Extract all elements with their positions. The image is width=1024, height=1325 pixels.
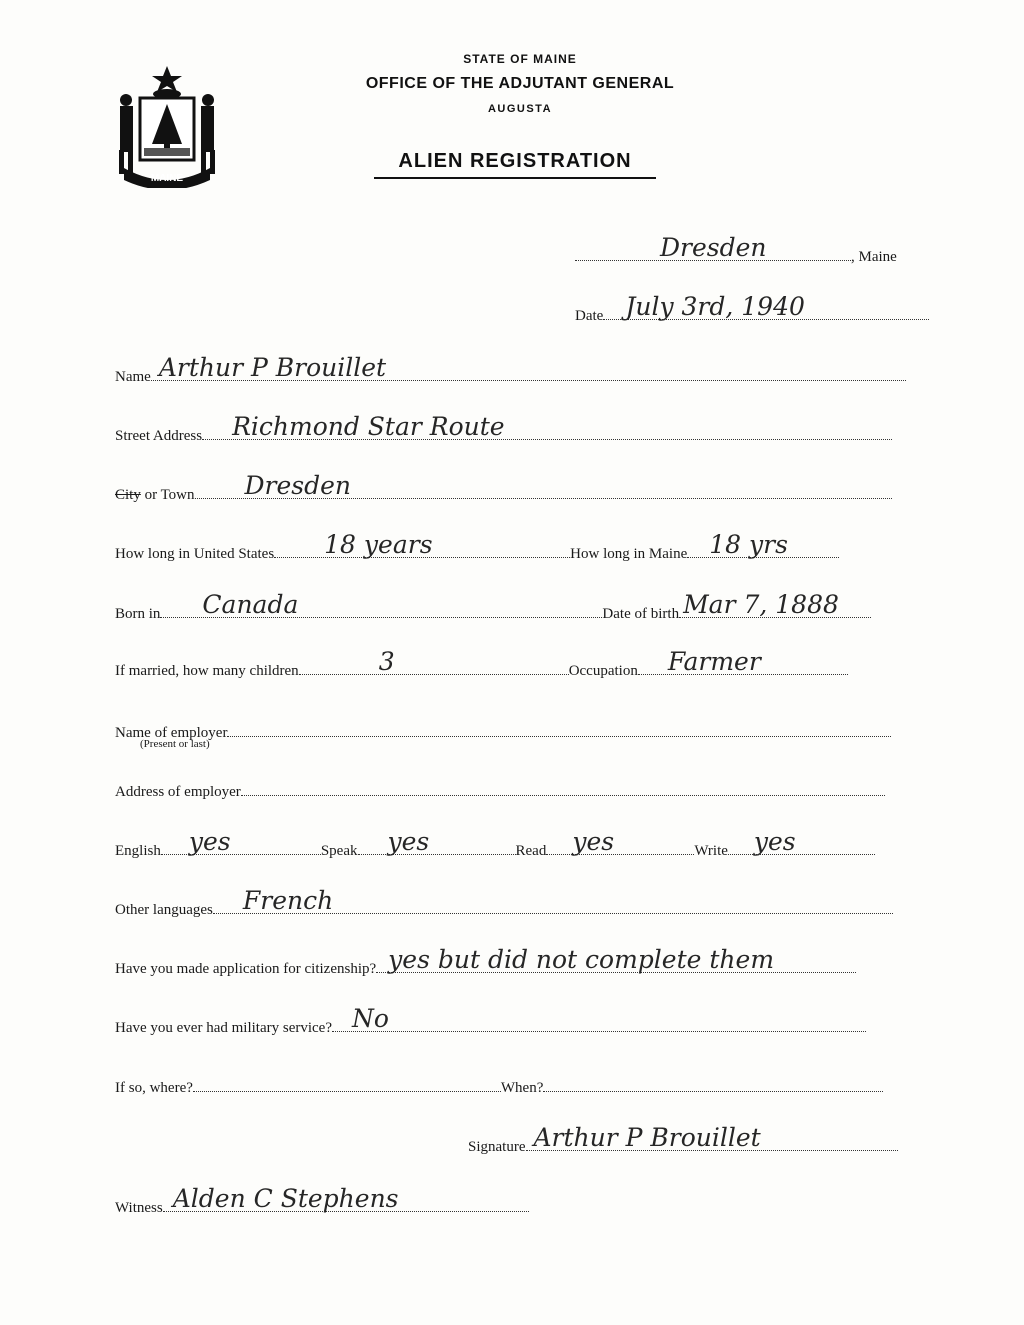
- occupation-value: Farmer: [667, 647, 761, 676]
- street-value: Richmond Star Route: [232, 412, 505, 441]
- dob-label: Date of birth: [602, 606, 680, 622]
- employer-address-label: Address of employer: [115, 784, 241, 800]
- town-value: Dresden: [244, 471, 352, 500]
- employer-field[interactable]: [227, 718, 891, 737]
- street-row: [115, 412, 892, 445]
- dob-value: Mar 7, 1888: [683, 590, 839, 619]
- us-field[interactable]: [274, 530, 570, 559]
- other-languages-row: [115, 886, 893, 919]
- town-label: or Town: [140, 487, 195, 503]
- citizenship-label: Have you made application for citizenship?: [115, 961, 377, 977]
- english-value: yes: [188, 827, 231, 856]
- city-label-struck: City: [115, 487, 141, 503]
- witness-label: Witness: [115, 1200, 163, 1216]
- signature-label: Signature: [468, 1139, 526, 1155]
- employer-label: Name of employer: [115, 725, 228, 741]
- write-label: Write: [694, 843, 728, 859]
- date-row: [575, 292, 929, 325]
- employer-address-field[interactable]: [241, 777, 885, 796]
- maine-value: 18 yrs: [709, 530, 788, 559]
- military-label: Have you ever had military service?: [115, 1020, 332, 1036]
- signature-field[interactable]: [526, 1123, 898, 1152]
- street-label: Street Address: [115, 428, 203, 444]
- born-label: Born in: [115, 606, 161, 622]
- born-field[interactable]: [160, 590, 602, 619]
- name-field[interactable]: [151, 353, 906, 382]
- when-label: When?: [500, 1080, 544, 1096]
- location-row: [575, 233, 897, 266]
- speak-field[interactable]: [358, 827, 516, 856]
- employer-address-row: [115, 777, 885, 801]
- signature-row: [468, 1123, 898, 1156]
- speak-value: yes: [387, 827, 430, 856]
- birth-row: [115, 590, 871, 623]
- location-value: Dresden: [660, 233, 767, 262]
- write-value: yes: [753, 827, 796, 856]
- occupation-label: Occupation: [568, 663, 638, 679]
- children-value: 3: [378, 647, 395, 676]
- residence-row: [115, 530, 839, 563]
- witness-value: Alden C Stephens: [172, 1184, 399, 1213]
- english-label: English: [115, 843, 161, 859]
- write-field[interactable]: [728, 827, 875, 856]
- born-value: Canada: [202, 590, 299, 619]
- children-label: If married, how many children: [115, 663, 299, 679]
- maine-label: How long in Maine: [570, 546, 688, 562]
- children-field[interactable]: [299, 647, 569, 676]
- employer-row: [115, 718, 891, 742]
- city-heading: AUGUSTA: [487, 103, 553, 115]
- when-field[interactable]: [543, 1073, 883, 1092]
- seal-banner-text: MAINE: [150, 173, 184, 184]
- town-row: [115, 471, 892, 504]
- service-row: [115, 1073, 883, 1097]
- date-field[interactable]: [603, 292, 929, 321]
- english-field[interactable]: [161, 827, 321, 856]
- witness-field[interactable]: [163, 1184, 529, 1213]
- family-row: [115, 647, 848, 680]
- military-field[interactable]: [332, 1004, 866, 1033]
- read-field[interactable]: [546, 827, 694, 856]
- date-value: July 3rd, 1940: [625, 292, 805, 321]
- maine-suffix: , Maine: [851, 249, 897, 265]
- employer-sublabel: (Present or last): [140, 738, 210, 750]
- other-languages-label: Other languages: [115, 902, 213, 918]
- where-field[interactable]: [193, 1073, 501, 1092]
- name-row: [115, 353, 906, 386]
- state-of-maine-seal-icon: [112, 64, 222, 188]
- name-label: Name: [115, 369, 151, 385]
- military-row: [115, 1004, 866, 1037]
- read-label: Read: [515, 843, 547, 859]
- other-languages-field[interactable]: [213, 886, 893, 915]
- citizenship-value: yes but did not complete them: [388, 945, 775, 974]
- us-value: 18 years: [324, 530, 433, 559]
- citizenship-field[interactable]: [376, 945, 856, 974]
- speak-label: Speak: [320, 843, 358, 859]
- citizenship-row: [115, 945, 856, 978]
- military-value: No: [352, 1004, 389, 1033]
- signature-value: Arthur P Brouillet: [533, 1123, 761, 1152]
- location-field[interactable]: [575, 233, 851, 262]
- us-label: How long in United States: [115, 546, 275, 562]
- town-field[interactable]: [195, 471, 892, 500]
- other-languages-value: French: [242, 886, 334, 915]
- where-label: If so, where?: [115, 1080, 193, 1096]
- state-heading: STATE OF MAINE: [463, 52, 577, 66]
- name-value: Arthur P Brouillet: [158, 353, 387, 382]
- witness-row: [115, 1184, 529, 1217]
- occupation-field[interactable]: [638, 647, 848, 676]
- dob-field[interactable]: [679, 590, 871, 619]
- office-heading: OFFICE OF THE ADJUTANT GENERAL: [365, 75, 675, 92]
- form-title: ALIEN REGISTRATION: [374, 150, 656, 179]
- date-label: Date: [575, 308, 604, 324]
- maine-field[interactable]: [687, 530, 839, 559]
- street-field[interactable]: [202, 412, 892, 441]
- english-row: [115, 827, 875, 860]
- read-value: yes: [572, 827, 615, 856]
